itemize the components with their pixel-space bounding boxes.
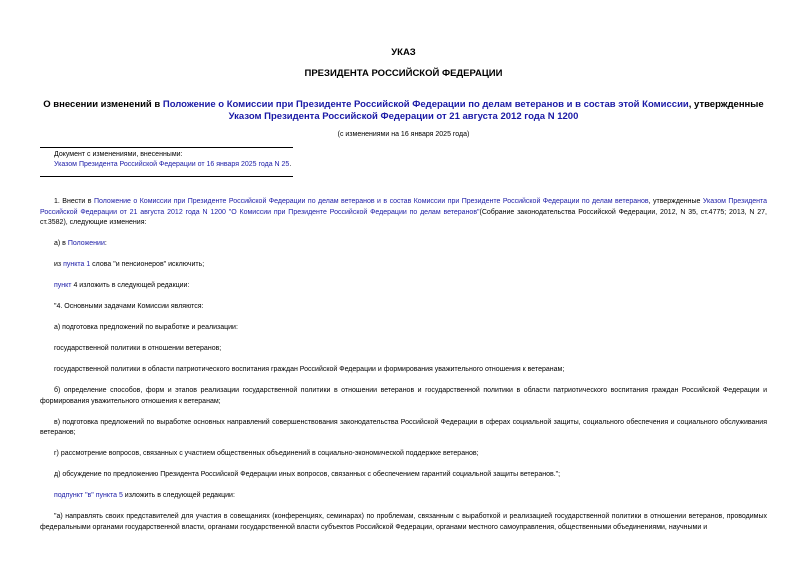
pa-text-a: а) в [54, 240, 68, 247]
paragraph-4: "4. Основными задачами Комиссии являются: [54, 303, 204, 310]
p1-text-a: 1. Внести в [54, 198, 94, 205]
title-text-2: , утвержденные [688, 99, 764, 110]
doc-type-heading: УКАЗ [391, 47, 416, 58]
title-link-decree[interactable]: Указом Президента Российской Федерации от 21 августа 2012 года N 1200 [228, 111, 579, 122]
paragraph-4a: а) подготовка предложений по выработке и реализации: [54, 324, 238, 331]
title-link-regulation[interactable]: Положение о Комиссии при Президенте Российской Федерации по делам ветеранов и в состав этой Комиссии [162, 99, 689, 110]
document-body [40, 197, 767, 544]
p-iz-link[interactable]: пункта 1 [63, 261, 91, 268]
p-punkt-text: 4 изложить в следующей редакции: [71, 282, 190, 289]
changes-box-entry [54, 160, 293, 170]
changes-link-suffix: . [289, 160, 292, 168]
changes-box [40, 147, 293, 177]
p-pp-link[interactable]: подпункт "в" пункта 5 [54, 492, 123, 499]
paragraph-exclude [40, 260, 767, 271]
paragraph-4d: д) обсуждение по предложению Президента Российской Федерации иных вопросов, связанных с обеспечением гарантий социальной защиты ветеранов."; [54, 471, 561, 478]
p1-link-decree[interactable]: Указом Президента Российской Федерации от 21 августа 2012 года N 1200 "О Комиссии при Президенте Российской Федерации по делам ветеранов" [40, 198, 768, 216]
paragraph-punkt4 [40, 281, 767, 292]
p1-text-b: , утвержденные [648, 198, 703, 205]
document-title [40, 99, 767, 123]
p-iz-text-a: из [54, 261, 64, 268]
pa-link-regulation[interactable]: Положении [67, 240, 105, 247]
issuer-heading: ПРЕЗИДЕНТА РОССИЙСКОЙ ФЕДЕРАЦИИ [304, 68, 503, 79]
paragraph-a [40, 239, 767, 250]
p1-text-c: (Собрание законодательства Российской Федерации, 2012, N 35, ст.4775; 2013, N 27, ст.3582), следующие изменения: [40, 208, 767, 226]
p1-link-regulation[interactable]: Положение о Комиссии при Президенте Российской Федерации по делам ветеранов и в состав Комиссии при Президенте Российской Федерации по делам ветеранов [93, 198, 649, 205]
pa-text-b: : [104, 240, 107, 247]
changes-link[interactable]: Указом Президента Российской Федерации от 16 января 2025 года N 25 [54, 160, 290, 168]
p-pp-text: изложить в следующей редакции: [122, 492, 235, 499]
title-text-1: О внесении изменений в [43, 99, 163, 110]
paragraph-4a1: государственной политики в отношении ветеранов; [54, 345, 222, 352]
p-iz-text-b: слова "и пенсионеров" исключить; [90, 261, 205, 268]
paragraph-5a: "а) направлять своих представителей для участия в совещаниях (конференциях, семинарах) по проблемам, связанным с выработкой и реализацией государственной политики в отношении ветеранов, проводимых федеральными органами государственной власти, органами государственной власти субъектов Российской Федерации, органами местного самоуправления, общественными объединениями, научными и [40, 513, 767, 531]
revision-date: (с изменениями на 16 января 2025 года) [337, 131, 470, 138]
paragraph-4a2: государственной политики в области патриотического воспитания граждан Российской Федерации и формирования уважительного отношения к ветеранам; [54, 366, 565, 373]
p-punkt-link[interactable]: пункт [54, 282, 72, 289]
paragraph-1 [40, 197, 767, 229]
paragraph-4b: б) определение способов, форм и этапов реализации государственной политики в отношении ветеранов и государственной политики в области патриотического воспитания граждан Российской Федерации и формирования уважительного отношения к ветеранам; [40, 387, 767, 405]
paragraph-4g: г) рассмотрение вопросов, связанных с участием общественных объединений в социально-экономической поддержке ветеранов; [54, 450, 479, 457]
changes-box-label: Документ с изменениями, внесенными: [54, 151, 183, 158]
paragraph-4v: в) подготовка предложений по выработке основных направлений совершенствования законодательства Российской Федерации в сферах социальной защиты, социального обеспечения и социального обслуживания ветеранов; [40, 418, 767, 436]
paragraph-subpunkt [40, 491, 767, 502]
